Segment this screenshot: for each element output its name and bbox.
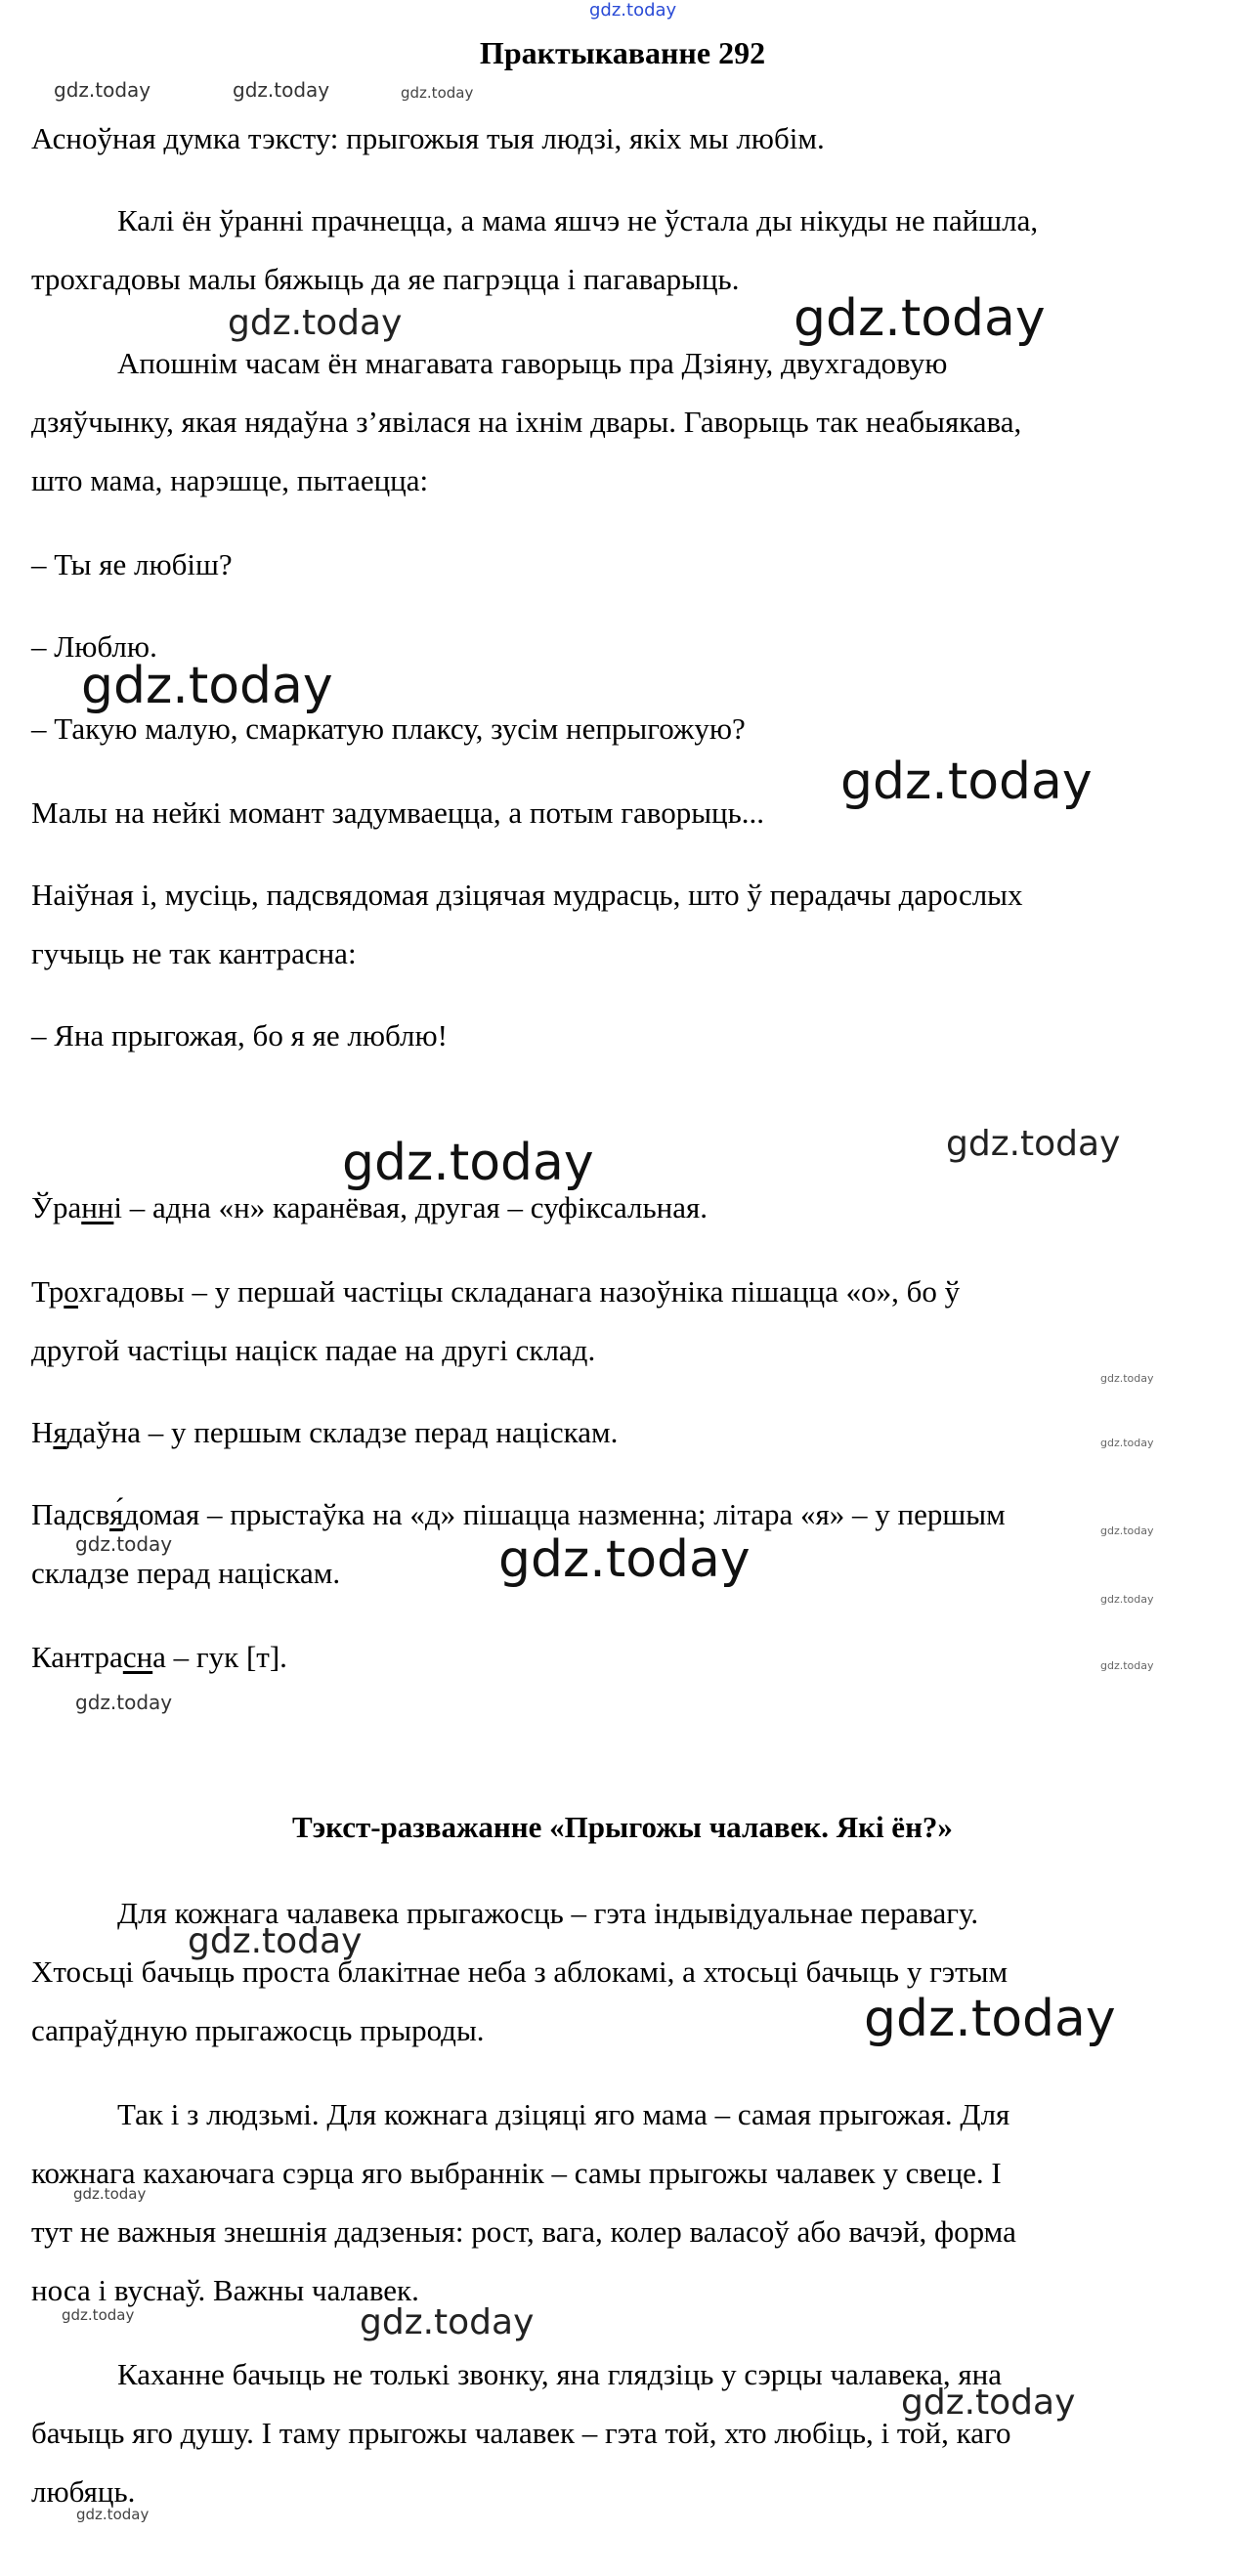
story-line: Малы на нейкі момант задумваецца, а потым гаворыць... xyxy=(31,795,764,830)
watermark: gdz.today xyxy=(228,303,403,343)
essay-line: Хтосьці бачыць проста блакітнае неба з аблокамі, а хтосьці бачыць у гэтым xyxy=(31,1954,1009,1989)
watermark: gdz.today xyxy=(73,2185,147,2203)
watermark: gdz.today xyxy=(1100,1593,1154,1606)
analysis-item: Трохгадовы – у першай частіцы складанага назоўніка пішацца «о», бо ў xyxy=(31,1274,961,1309)
dialogue-line: – Такую малую, смаркатую плаксу, зусім непрыгожую? xyxy=(31,711,746,746)
watermark: gdz.today xyxy=(233,78,330,102)
watermark: gdz.today xyxy=(589,0,677,21)
watermark: gdz.today xyxy=(864,1990,1116,2048)
essay-line: тут не важныя знешнія дадзеныя: рост, вага, колер валасоў або вачэй, форма xyxy=(31,2214,1016,2249)
watermark: gdz.today xyxy=(360,2302,535,2342)
essay-title: Тэкст-разважанне «Прыгожы чалавек. Які ён?» xyxy=(292,1810,953,1844)
dialogue-line: – Люблю. xyxy=(31,629,157,664)
story-line: Апошнім часам ён мнагавата гаворыць пра Дзіяну, двухгадовую xyxy=(117,346,948,380)
story-line: гучыць не так кантрасна: xyxy=(31,936,357,970)
watermark: gdz.today xyxy=(76,2506,150,2523)
essay-line: Так і з людзьмі. Для кожнага дзіцяці яго мама – самая прыгожая. Для xyxy=(117,2097,1010,2131)
story-line: трохгадовы малы бяжыць да яе пагрэцца і пагаварыць. xyxy=(31,262,740,296)
watermark: gdz.today xyxy=(342,1134,594,1192)
watermark: gdz.today xyxy=(401,84,474,102)
watermark: gdz.today xyxy=(1100,1372,1154,1385)
watermark: gdz.today xyxy=(54,78,151,102)
essay-line: Для кожнага чалавека прыгажосць – гэта індывідуальнае перавагу. xyxy=(117,1896,979,1930)
watermark: gdz.today xyxy=(75,1691,173,1714)
watermark: gdz.today xyxy=(1100,1437,1154,1449)
story-line: Калі ён ўранні прачнецца, а мама яшчэ не ўстала ды нікуды не пайшла, xyxy=(117,203,1039,237)
watermark: gdz.today xyxy=(946,1124,1121,1164)
watermark: gdz.today xyxy=(901,2383,1076,2423)
essay-line: любяць. xyxy=(31,2474,136,2509)
watermark: gdz.today xyxy=(81,657,333,715)
watermark: gdz.today xyxy=(62,2306,135,2324)
essay-line: носа і вуснаў. Важны чалавек. xyxy=(31,2273,419,2307)
main-idea: Асноўная думка тэксту: прыгожыя тыя людзі, якіх мы любім. xyxy=(31,121,825,155)
watermark: gdz.today xyxy=(498,1530,751,1589)
watermark: gdz.today xyxy=(794,289,1046,348)
watermark: gdz.today xyxy=(840,752,1093,811)
essay-line: бачыць яго душу. І таму прыгожы чалавек – гэта той, хто любіць, і той, каго xyxy=(31,2416,1011,2450)
analysis-item: Падсвя́домая – прыстаўка на «д» пішацца назменна; літара «я» – у першым xyxy=(31,1497,1006,1531)
watermark: gdz.today xyxy=(1100,1524,1154,1537)
essay-line: Каханне бачыць не толькі звонку, яна глядзіць у сэрцы чалавека, яна xyxy=(117,2357,1002,2391)
watermark: gdz.today xyxy=(1100,1659,1154,1672)
analysis-item: другой частіцы націск падае на другі склад. xyxy=(31,1333,596,1367)
watermark: gdz.today xyxy=(75,1532,173,1556)
analysis-item: Ўранні – адна «н» каранёвая, другая – суфіксальная. xyxy=(31,1190,708,1224)
story-line: Наіўная і, мусіць, падсвядомая дзіцячая мудрасць, што ў перадачы дарослых xyxy=(31,878,1023,912)
page-title: Практыкаванне 292 xyxy=(479,35,766,70)
story-line: што мама, нарэшце, пытаецца: xyxy=(31,463,429,497)
essay-line: кожнага кахаючага сэрца яго выбраннік – самы прыгожы чалавек у свеце. І xyxy=(31,2156,1002,2190)
dialogue-line: – Ты яе любіш? xyxy=(31,547,233,581)
story-line: дзяўчынку, якая нядаўна з’явілася на іхнім двары. Гаворыць так неабыякава, xyxy=(31,405,1022,439)
analysis-item: Кантрасна – гук [т]. xyxy=(31,1640,287,1674)
dialogue-line: – Яна прыгожая, бо я яе люблю! xyxy=(31,1018,448,1052)
watermark: gdz.today xyxy=(188,1921,363,1961)
analysis-item: складзе перад націскам. xyxy=(31,1556,341,1590)
essay-line: сапраўдную прыгажосць прыроды. xyxy=(31,2013,485,2047)
analysis-item: Нядаўна – у першым складзе перад націскам. xyxy=(31,1415,619,1449)
